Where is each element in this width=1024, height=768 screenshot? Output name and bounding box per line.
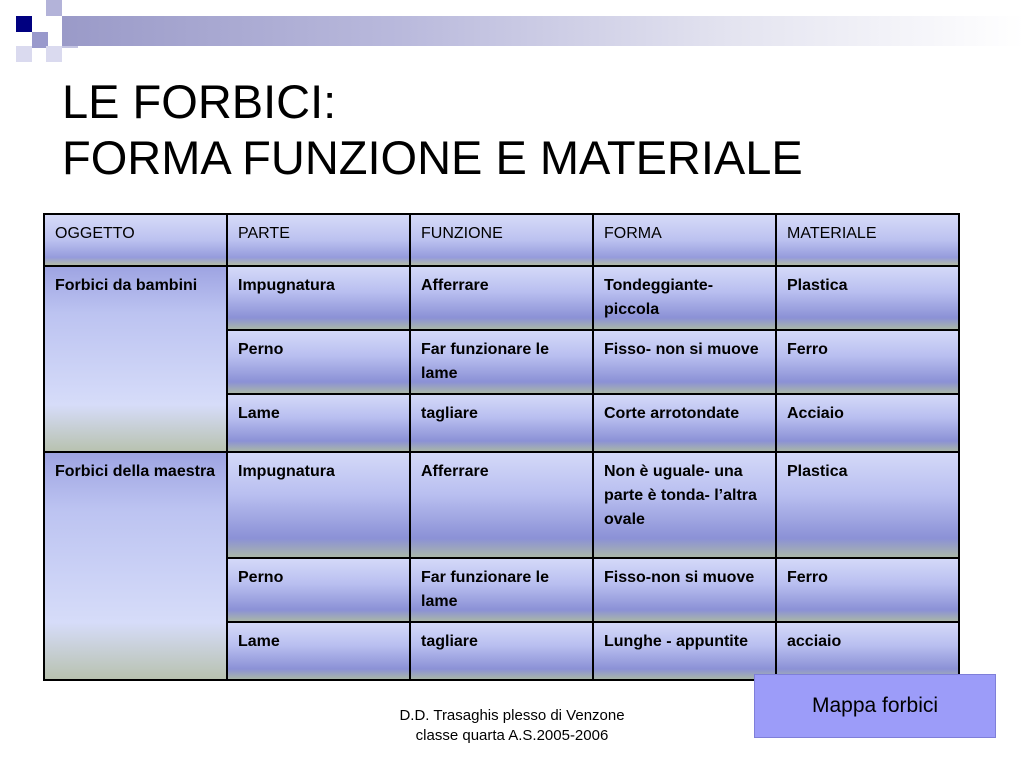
deco-square-dark (16, 16, 32, 32)
function-cell: tagliare (410, 622, 593, 680)
title-line-1: LE FORBICI: (62, 75, 337, 128)
deco-gradient-bar (62, 16, 1024, 46)
part-cell: Lame (227, 622, 410, 680)
table-header-row (44, 214, 959, 266)
footer-line-2: classe quarta A.S.2005-2006 (415, 727, 609, 744)
header-cell-parte: PARTE (227, 214, 410, 266)
material-cell: Ferro (776, 558, 959, 622)
deco-square-light (46, 46, 62, 62)
header-cell-forma: FORMA (593, 214, 776, 266)
function-cell: tagliare (410, 394, 593, 452)
shape-cell: Corte arrotondate (593, 394, 776, 452)
shape-cell: Non è uguale- una parte è tonda- l’altra ovale (593, 452, 776, 558)
shape-cell: Fisso-non si muove (593, 558, 776, 622)
header-cell-materiale: MATERIALE (776, 214, 959, 266)
deco-square-light (16, 46, 32, 62)
material-cell: acciaio (776, 622, 959, 680)
function-cell: Far funzionare le lame (410, 558, 593, 622)
material-cell: Plastica (776, 452, 959, 558)
table-row (44, 452, 959, 558)
deco-square-light (46, 0, 62, 16)
part-cell: Lame (227, 394, 410, 452)
title-line-2: FORMA FUNZIONE E MATERIALE (62, 131, 803, 184)
material-cell: Acciaio (776, 394, 959, 452)
footer (362, 706, 662, 746)
scissors-table (43, 213, 960, 681)
shape-cell: Fisso- non si muove (593, 330, 776, 394)
header-cell-oggetto: OGGETTO (44, 214, 227, 266)
footer-line-1: D.D. Trasaghis plesso di Venzone (399, 707, 625, 724)
part-cell: Impugnatura (227, 452, 410, 558)
shape-cell: Tondeggiante-piccola (593, 266, 776, 330)
material-cell: Plastica (776, 266, 959, 330)
material-cell: Ferro (776, 330, 959, 394)
part-cell: Perno (227, 558, 410, 622)
header-cell-funzione: FUNZIONE (410, 214, 593, 266)
part-cell: Impugnatura (227, 266, 410, 330)
function-cell: Far funzionare le lame (410, 330, 593, 394)
page-title (62, 74, 962, 186)
function-cell: Afferrare (410, 452, 593, 558)
object-cell: Forbici della maestra (44, 452, 227, 680)
part-cell: Perno (227, 330, 410, 394)
shape-cell: Lunghe - appuntite (593, 622, 776, 680)
table-row (44, 266, 959, 330)
object-cell: Forbici da bambini (44, 266, 227, 452)
mappa-forbici-button[interactable]: Mappa forbici (754, 674, 996, 738)
function-cell: Afferrare (410, 266, 593, 330)
